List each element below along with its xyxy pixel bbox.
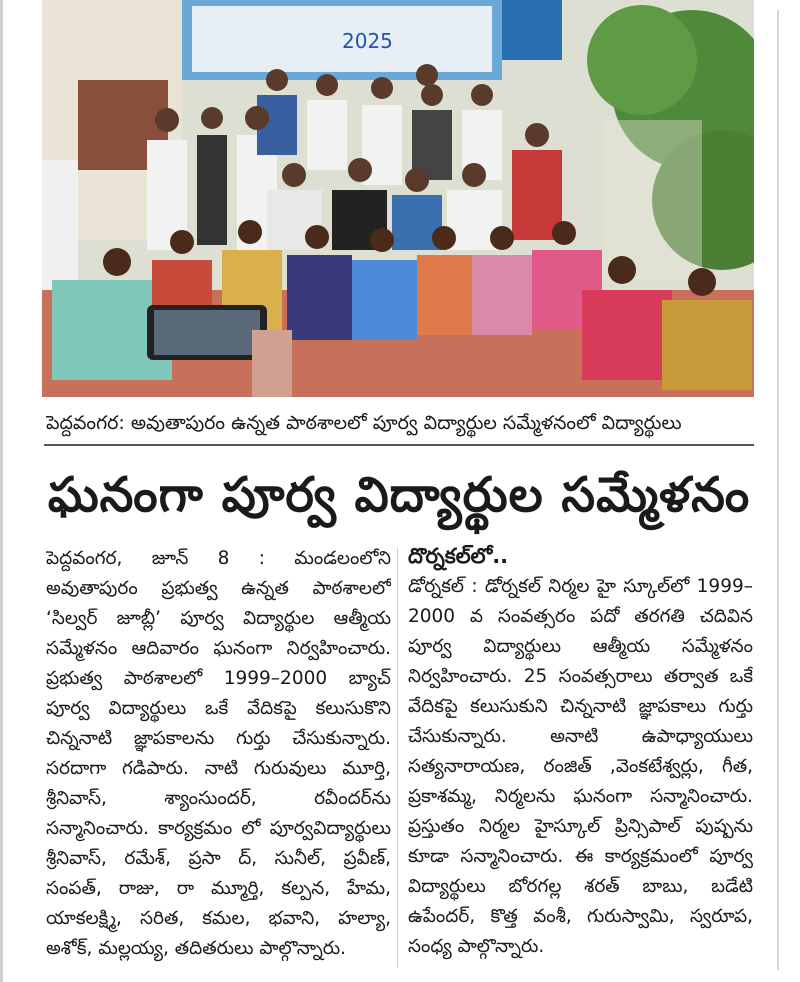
right-article-body: డోర్నకల్ : డోర్నకల్ నిర్మల హై స్కూల్‌లో 1999–2000 వ సంవత్సరం పదో తరగతి చదివిన పూర్వ విద్యార్థులు ఆత్మీయ సమ్మేళనం నిర్వహించారు. 25 సంవత్సరాలు తర్వాత ఒకే వేదికపై కలుసుకుని చిన్ననాటి జ్ఞాపకాలు గుర్తు చేసుకున్నారు. అనాటి ఉపాధ్యాయులు సత్యనారాయణ, రంజిత్ ,వెంకటేశ్వర్లు, గీత, ప్రకాశమ్మ, నిర్మలను ఘనంగా సన్మానించారు. ప్రస్తుతం నిర్మల హైస్కూల్ ప్రిన్సిపాల్ పుష్పను కూడా సన్మానించారు. ఈ కార్యక్రమంలో పూర్వ విద్యార్థులు బోరగల్ల శరత్ బాబు, బడేటి ఉపేందర్, కొత్త వంశీ, గురుస్వామి, స్వరూప, సంధ్య పాల్గొన్నారు. bbox=[408, 576, 753, 957]
group-photo bbox=[42, 0, 754, 397]
group-photo-illustration bbox=[42, 0, 754, 397]
headline: ఘనంగా పూర్వ విద్యార్థుల సమ్మేళనం bbox=[47, 467, 751, 523]
right-subhead: దొర్నకల్‌లో.. bbox=[408, 544, 509, 568]
article-right-column bbox=[408, 540, 753, 970]
page-edge-right bbox=[777, 10, 779, 970]
banner-text: 2025 bbox=[342, 29, 393, 53]
column-divider bbox=[397, 548, 398, 968]
article-left-column bbox=[46, 544, 391, 974]
left-article-body: పెద్దవంగర, జూన్ 8 : మండలంలోని అవుతాపురం ప్రభుత్వ ఉన్నత పాఠశాలలో ‘సిల్వర్ జూబ్లీ’ పూర్వ విద్యార్థుల ఆత్మీయ సమ్మేళనం ఆదివారం ఘనంగా నిర్వహించారు. ప్రభుత్వ పాఠశాలలో 1999–2000 బ్యాచ్ పూర్వ విద్యార్థులు ఒకే వేదికపై కలుసుకొని చిన్ననాటి జ్ఞాపకాలను గుర్తు చేసుకున్నారు. సరదాగా గడిపారు. నాటి గురువులు మూర్తి, శ్రీనివాస్, శ్యాంసుందర్, రవీందర్‌ను సన్మానించారు. కార్యక్రమం లో పూర్వవిద్యార్థులు శ్రీనివాస్, రమేశ్, ప్రసా ద్, సునీల్, ప్రవీణ్, సంపత్, రాజు, రా మ్మూర్తి, కల్పన, హేమ, యాకలక్ష్మి, సరిత, కమల, భవాని, హల్యా, అశోక్, మల్లయ్య, తదితరులు పాల్గొన్నారు. bbox=[46, 548, 391, 959]
caption-divider bbox=[44, 444, 754, 446]
photo-caption: పెద్దవంగర: అవుతాపురం ఉన్నత పాఠశాలలో పూర్వ విద్యార్థుల సమ్మేళనంలో విద్యార్థులు bbox=[46, 412, 682, 434]
page-edge-left bbox=[0, 0, 3, 982]
